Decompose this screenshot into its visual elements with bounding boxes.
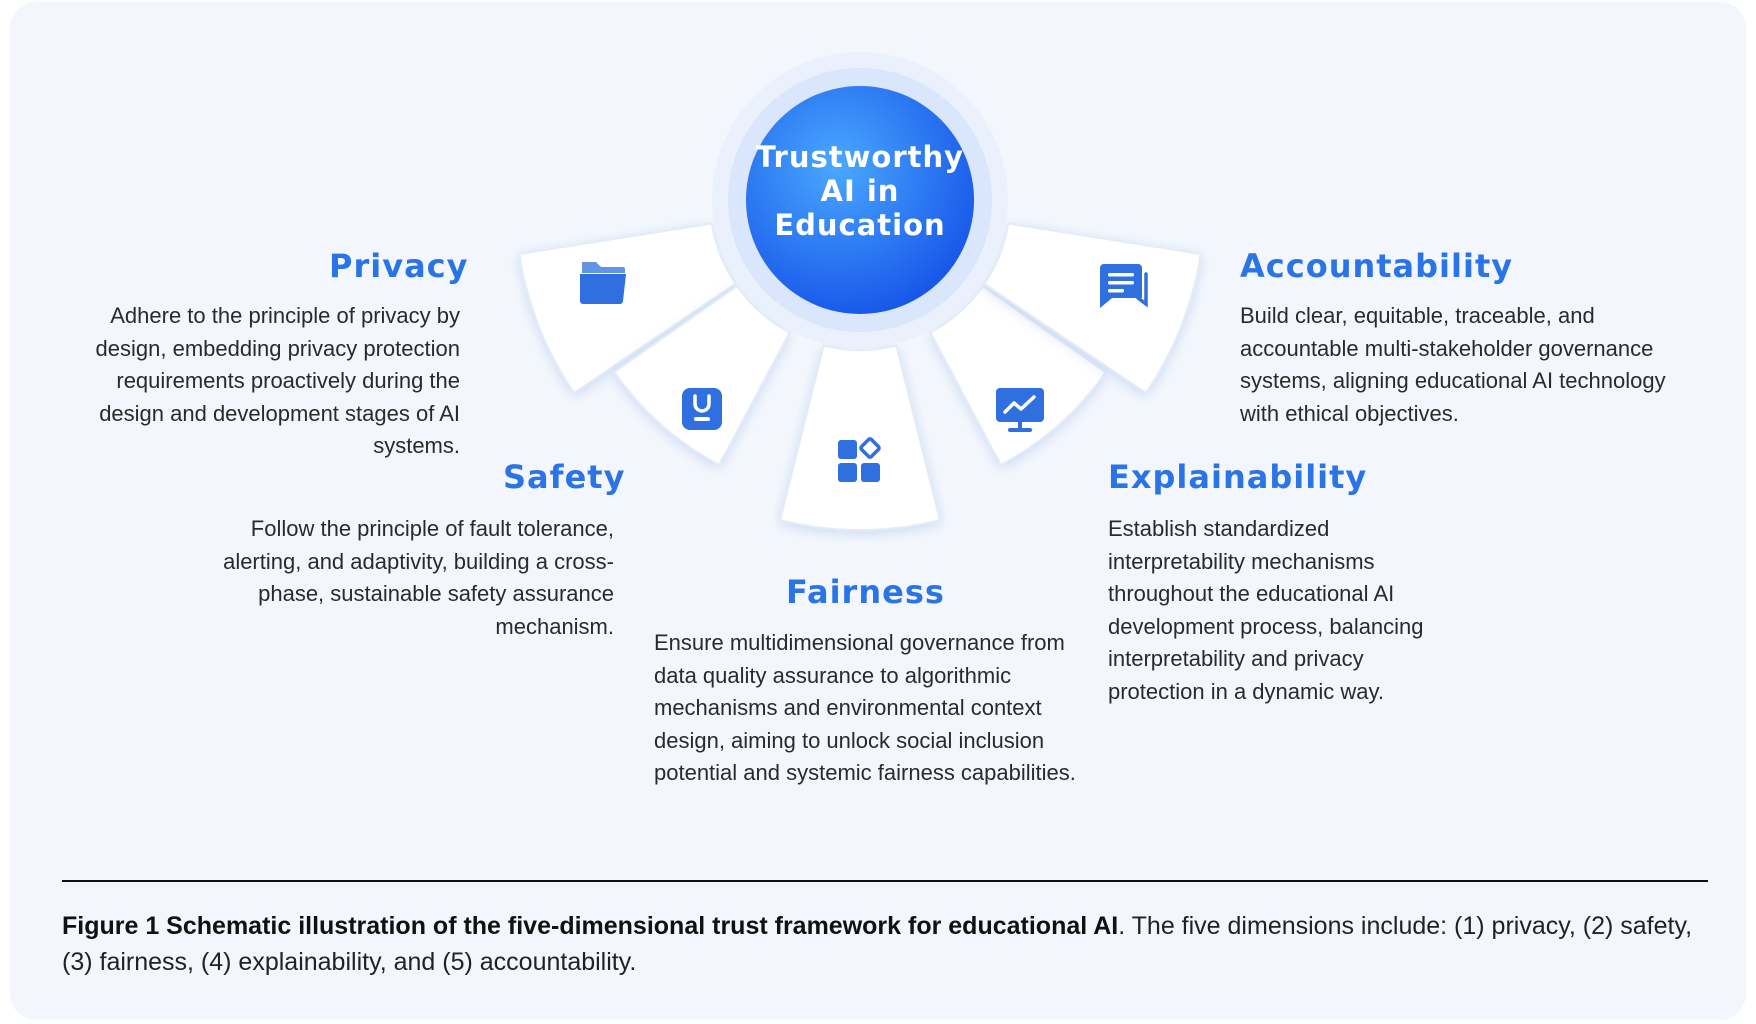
- accountability-title: Accountability: [1240, 247, 1514, 285]
- fairness-title: Fairness: [786, 573, 945, 611]
- caption-divider: [62, 880, 1708, 882]
- shield-badge-icon: [682, 388, 722, 430]
- caption-text: . The five dimensions include: (1) privacy, (2) safety, (3) fairness, (4) explainability, and (5) accountability.: [62, 912, 1693, 976]
- accountability-description: Build clear, equitable, traceable, and accountable multi-stakeholder governance systems, aligning educational AI technology with ethical objectives.: [1240, 303, 1666, 426]
- safety-title: Safety: [503, 458, 626, 496]
- safety-description: Follow the principle of fault tolerance, alerting, and adaptivity, building a cross-phase, sustainable safety assurance mechanism.: [223, 516, 614, 639]
- explainability-description: Establish standardized interpretability mechanisms throughout the educational AI development process, balancing interpretability and privacy protection in a dynamic way.: [1108, 516, 1424, 704]
- privacy-title: Privacy: [329, 247, 469, 285]
- center-title-line: Education: [774, 208, 946, 242]
- center-title-line: AI in: [820, 174, 900, 208]
- figure-caption: [62, 908, 1712, 980]
- folder-icon: [580, 262, 626, 304]
- fairness-description: Ensure multidimensional governance from data quality assurance to algorithmic mechanisms and environmental context design, aiming to unlock social inclusion potential and systemic fairness capabilities.: [654, 630, 1076, 785]
- center-title-line: Trustworthy: [755, 140, 965, 174]
- fairness-segment: [780, 346, 940, 530]
- privacy-description: Adhere to the principle of privacy by design, embedding privacy protection requirements proactively during the design and development stages of AI systems.: [95, 303, 460, 458]
- caption-bold: Figure 1 Schematic illustration of the five-dimensional trust framework for educational AI: [62, 912, 1119, 940]
- center-title: [700, 140, 1020, 242]
- explainability-title: Explainability: [1108, 458, 1368, 496]
